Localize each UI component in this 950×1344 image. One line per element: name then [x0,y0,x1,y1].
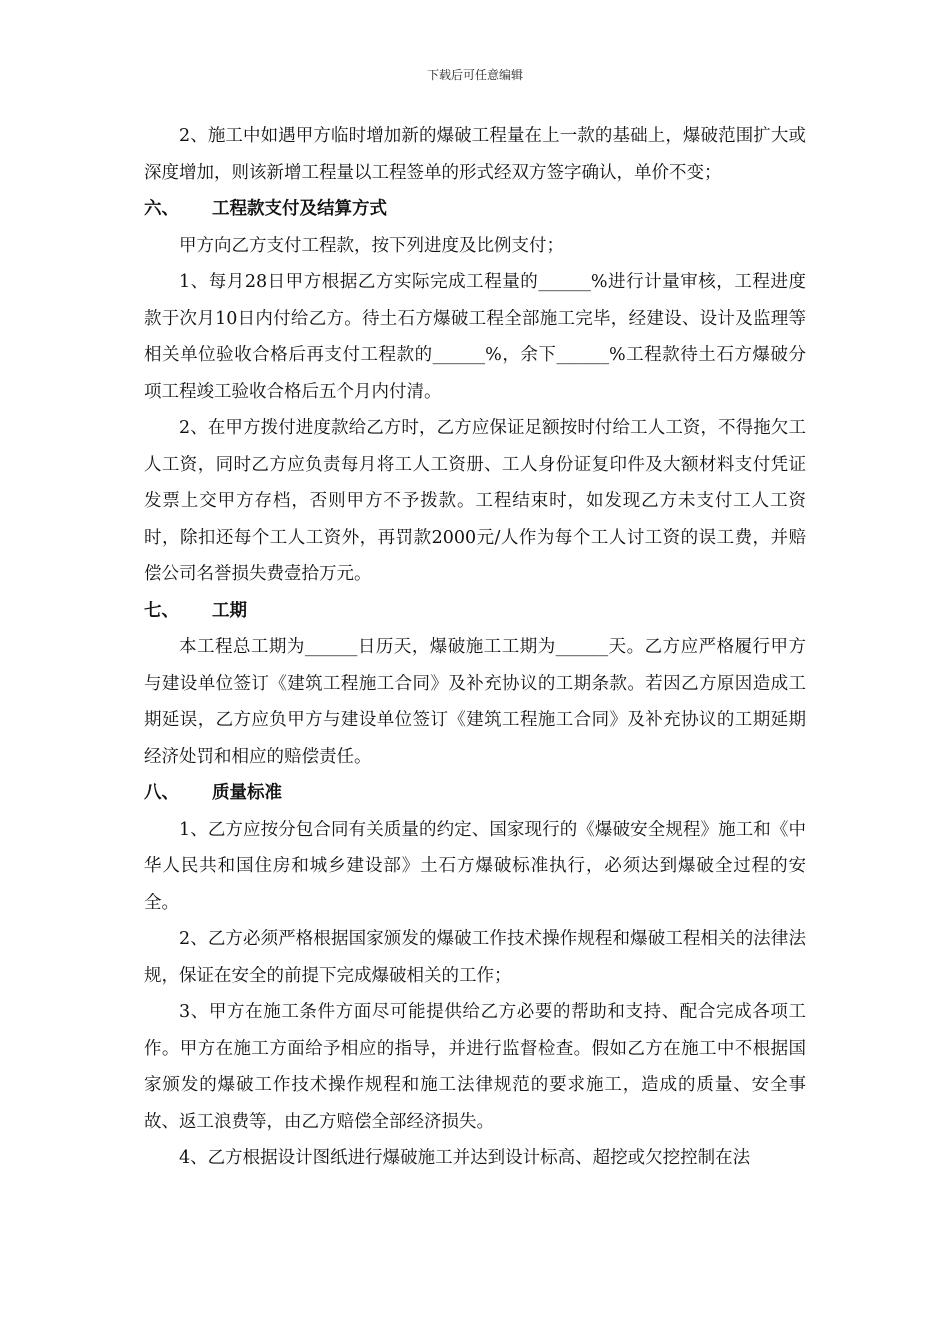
paragraph: 2、施工中如遇甲方临时增加新的爆破工程量在上一款的基础上，爆破范围扩大或深度增加，则该新增工程量以工程签单的形式经双方签字确认，单价不变； [144,126,806,183]
paragraph: 4、乙方根据设计图纸进行爆破施工并达到设计标高、超挖或欠挖控制在法 [179,1148,751,1168]
section-number: 六、 [144,199,179,219]
paragraph: 本工程总工期为______日历天，爆破施工工期为______天。乙方应严格履行甲方与建设单位签订《建筑工程施工合同》及补充协议的工期条款。若因乙方原因造成工期延误，乙方应负甲方与建设单位签订《建筑工程施工合同》及补充协议的工期延期经济处罚和相应的赔偿责任。 [144,637,806,767]
section-heading [144,593,806,630]
paragraph: 3、甲方在施工条件方面尽可能提供给乙方必要的帮助和支持、配合完成各项工作。甲方在施工方面给予相应的指导，并进行监督检查。假如乙方在施工中不根据国家颁发的爆破工作技术操作规程和施工法律规范的要求施工，造成的质量、安全事故、返工浪费等，由乙方赔偿全部经济损失。 [144,1002,806,1132]
paragraph: 1、每月28日甲方根据乙方实际完成工程量的______%进行计量审核，工程进度款于次月10日内付给乙方。待土石方爆破工程全部施工完毕，经建设、设计及监理等相关单位验收合格后再支付工程款的______%，余下______%工程款待土石方爆破分项工程竣工验收合格后五个月内付清。 [144,272,806,402]
page-header: 下载后可任意编辑 [426,68,523,82]
section-heading [144,775,806,812]
section-heading [144,191,806,228]
section-title: 工程款支付及结算方式 [212,199,387,219]
section-title: 工期 [212,600,247,621]
section-number: 七、 [144,600,179,621]
section-title: 质量标准 [212,783,282,803]
paragraph: 甲方向乙方支付工程款，按下列进度及比例支付； [179,235,564,256]
paragraph: 1、乙方应按分包合同有关质量的约定、国家现行的《爆破安全规程》施工和《中华人民共和国住房和城乡建设部》土石方爆破标准执行，必须达到爆破全过程的安全。 [144,819,806,913]
paragraph: 2、在甲方拨付进度款给乙方时，乙方应保证足额按时付给工人工资，不得拖欠工人工资，同时乙方应负责每月将工人工资册、工人身份证复印件及大额材料支付凭证发票上交甲方存档，否则甲方不予拨款。工程结束时，如发现乙方未支付工人工资时，除扣还每个工人工资外，再罚款2000元/人作为每个工人讨工资的误工费，并赔偿公司名誉损失费壹拾万元。 [144,418,806,584]
paragraph: 2、乙方必须严格根据国家颁发的爆破工作技术操作规程和爆破工程相关的法律法规，保证在安全的前提下完成爆破相关的工作； [144,929,806,986]
document-body [144,118,806,1177]
section-number: 八、 [144,783,179,803]
